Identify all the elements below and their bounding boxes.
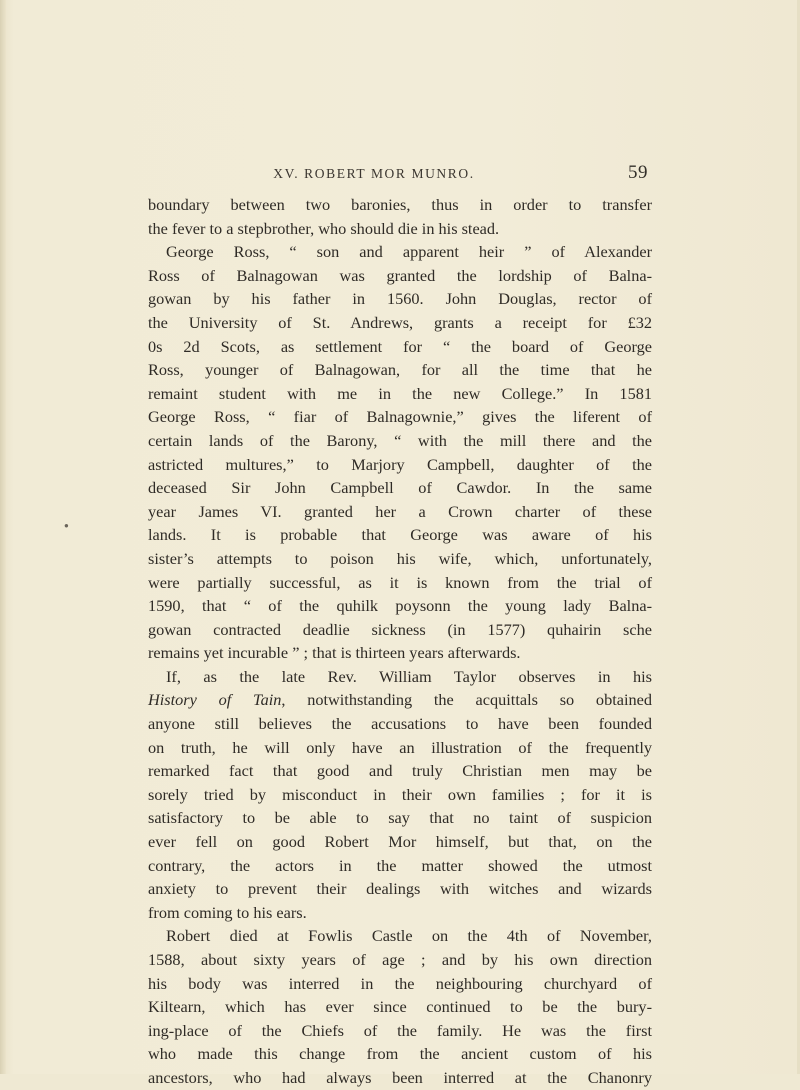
text-line: Kiltearn, which has ever since continued to be the bury- xyxy=(148,997,652,1017)
text-line: 0s 2d Scots, as settlement for “ the board of George xyxy=(148,336,652,356)
text-line: the fever to a stepbrother, who should die in his stead. xyxy=(148,218,500,238)
text-line: deceased Sir John Campbell of Cawdor. In the same xyxy=(148,478,652,498)
text-line: Robert died at Fowlis Castle on the 4th of November, xyxy=(166,926,652,946)
page-number: 59 xyxy=(628,162,648,183)
text-line: boundary between two baronies, thus in order to transfer xyxy=(148,195,652,214)
text-line: astricted multures,” to Marjory Campbell, daughter of the xyxy=(148,454,652,474)
text-line: remarked fact that good and truly Christian men may be xyxy=(148,761,652,781)
page-gutter-edge xyxy=(0,0,6,1074)
margin-mark-dot: ● xyxy=(64,521,69,530)
text-line: year James VI. granted her a Crown charter of these xyxy=(148,501,652,521)
text-line: contrary, the actors in the matter showed the utmost xyxy=(148,855,652,875)
text-line: ever fell on good Robert Mor himself, but that, on the xyxy=(148,832,652,852)
text-line: Ross of Balnagowan was granted the lordship of Balna- xyxy=(148,265,652,285)
text-line: certain lands of the Barony, “ with the mill there and the xyxy=(148,430,652,450)
text-line: anxiety to prevent their dealings with witches and wizards xyxy=(148,879,652,899)
text-line: ing-place of the Chiefs of the family. He was the first xyxy=(148,1020,652,1040)
text-line: Ross, younger of Balnagowan, for all the time that he xyxy=(148,360,652,380)
text-line: lands. It is probable that George was aware of his xyxy=(148,525,652,545)
text-line: If, as the late Rev. William Taylor observes in his xyxy=(166,666,652,686)
text-line: remaint student with me in the new College.” In 1581 xyxy=(148,383,652,403)
body-text xyxy=(148,193,652,1090)
text-line: gowan by his father in 1560. John Douglas, rector of xyxy=(148,289,652,309)
text-line: 1590, that “ of the quhilk poysonn the young lady Balna- xyxy=(148,596,652,616)
text-line: remains yet incurable ” ; that is thirteen years afterwards. xyxy=(148,643,521,663)
text-line: who made this change from the ancient custom of his xyxy=(148,1044,652,1064)
text-line: satisfactory to be able to say that no taint of suspicion xyxy=(148,808,652,828)
text-line: the University of St. Andrews, grants a receipt for £32 xyxy=(148,312,652,332)
text-line: 1588, about sixty years of age ; and by his own direction xyxy=(148,950,652,969)
running-title: XV. ROBERT MOR MUNRO. xyxy=(273,166,475,181)
text-line: anyone still believes the accusations to have been founded xyxy=(148,714,652,734)
running-head xyxy=(148,164,648,188)
text-line-remainder: , notwithstanding the acquittals so obtained xyxy=(281,690,652,710)
text-line: George Ross, “ son and apparent heir ” of Alexander xyxy=(166,242,652,262)
text-line: gowan contracted deadlie sickness (in 1577) quhairin sche xyxy=(148,619,652,639)
text-line: George Ross, “ fiar of Balnagownie,” gives the liferent of xyxy=(148,407,652,427)
text-line-with-italic xyxy=(148,688,652,712)
text-line: from coming to his ears. xyxy=(148,902,307,922)
text-line: sister’s attempts to poison his wife, which, unfortunately, xyxy=(148,548,652,568)
text-line: his body was interred in the neighbouring churchyard of xyxy=(148,973,652,993)
text-line: sorely tried by misconduct in their own families ; for it is xyxy=(148,784,652,804)
text-line: were partially successful, as it is known from the trial of xyxy=(148,572,652,592)
italic-book-title: History of Tain xyxy=(148,690,282,710)
text-line: on truth, he will only have an illustration of the frequently xyxy=(148,737,652,757)
text-line: ancestors, who had always been interred at the Chanonry xyxy=(148,1067,652,1087)
